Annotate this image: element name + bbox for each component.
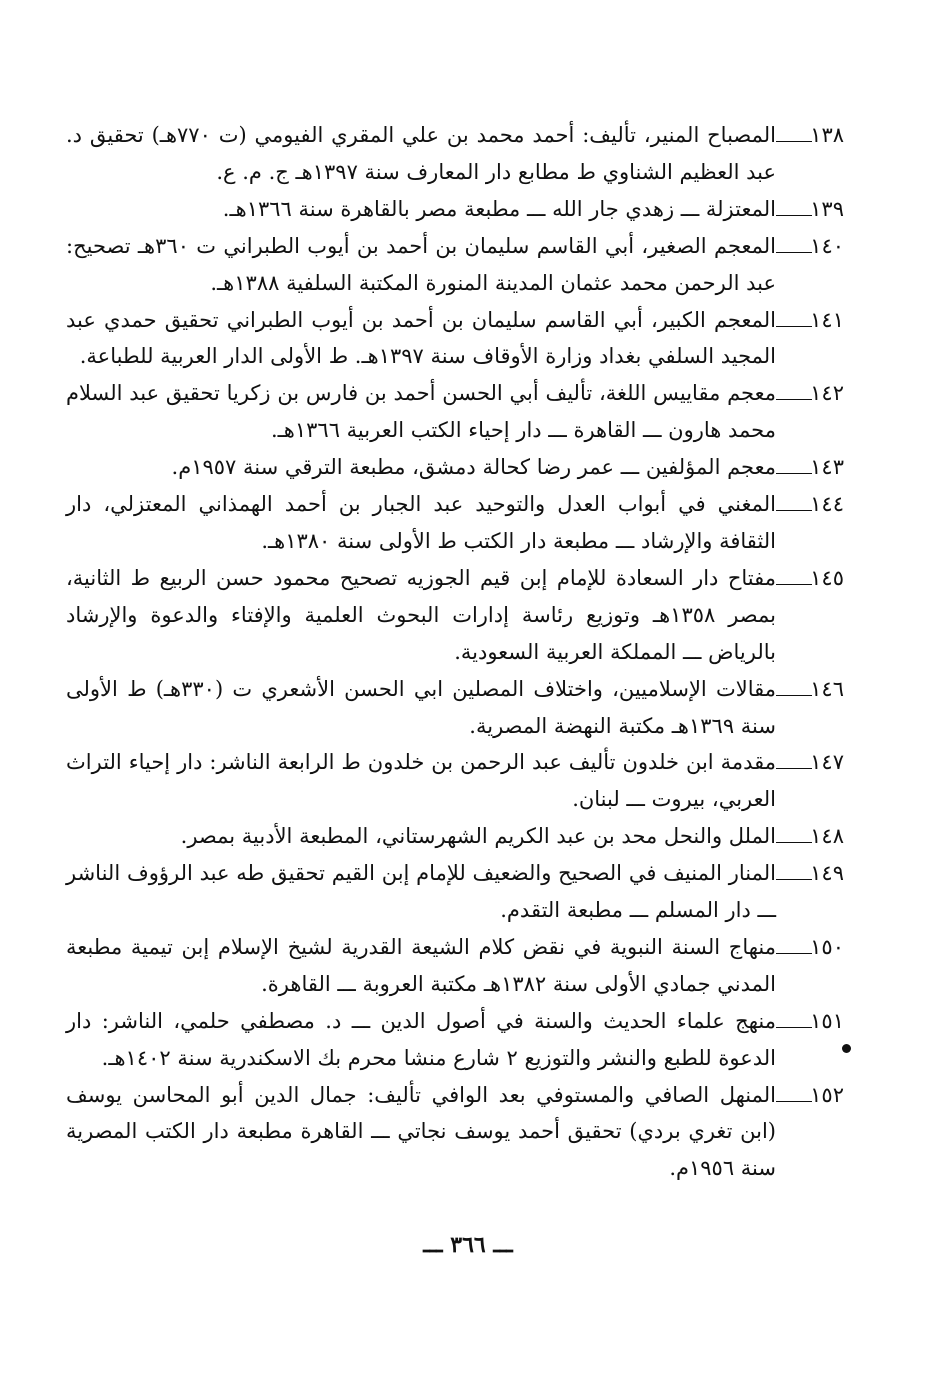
entry-dash <box>776 461 812 474</box>
entry-dash <box>776 314 812 327</box>
entry-dash <box>776 867 812 880</box>
bibliography-entry <box>66 302 844 376</box>
entry-number: ١٥٠ <box>810 934 844 959</box>
entry-text: المعجم الصغير، أبي القاسم سليمان بن أحمد بن أيوب الطبراني ت ٣٦٠هـ تصحيح: عبد الرحمن محمد عثمان المدينة المنورة المكتبة السلفية ١٣٨٨هـ. <box>66 233 777 295</box>
entry-dash <box>776 941 812 954</box>
entry-number: ١٤٤ <box>810 492 844 517</box>
bibliography-entry <box>66 117 844 191</box>
bibliography-entry <box>66 671 844 745</box>
entry-text: مفتاح دار السعادة للإمام إبن قيم الجوزيه تصحيح محمود حسن الربيع ط الثانية، بمصر ١٣٥٨هـ وتوزيع رئاسة إدارات البحوث العلمية والإفتاء والدعوة والإرشاد بالرياض ـــ المملكة العربية السعودية. <box>66 565 776 664</box>
entry-dash <box>776 203 812 216</box>
entry-dash <box>776 387 812 400</box>
entry-number: ١٤٨ <box>810 824 844 849</box>
entry-number: ١٤٣ <box>810 455 844 480</box>
entry-dash <box>776 572 812 585</box>
entry-number: ١٥٢ <box>810 1082 844 1107</box>
entry-text: المنار المنيف في الصحيح والضعيف للإمام إبن القيم تحقيق طه عبد الرؤوف الناشر ـــ دار المسلم ـــ مطبعة التقدم. <box>66 861 776 923</box>
bibliography-entry <box>66 486 844 560</box>
entry-dash <box>776 1089 812 1102</box>
entry-number: ١٤٠ <box>810 233 845 258</box>
bibliography-entry <box>66 449 844 486</box>
entry-number: ١٣٨ <box>810 123 845 147</box>
bibliography-entry <box>66 1077 844 1188</box>
entry-number: ١٤٩ <box>810 861 844 886</box>
entry-dash <box>776 129 812 142</box>
entry-dash <box>776 683 812 696</box>
bibliography-entry <box>66 560 844 671</box>
entry-text: المنهل الصافي والمستوفي بعد الوافي تأليف: جمال الدين أبو المحاسن يوسف (ابن تغري بردي) تحقيق أحمد يوسف نجاتي ـــ القاهرة مطبعة دار الكتب المصرية سنة ١٩٥٦م. <box>66 1082 776 1181</box>
entry-text: منهج علماء الحديث والسنة في أصول الدين ـــ د. مصطفي حلمي، الناشر: دار الدعوة للطبع والنشر والتوزيع ٢ شارع منشا محرم بك الاسكندرية سنة ١٤٠٢هـ. <box>66 1008 776 1070</box>
entry-dash <box>776 498 812 511</box>
entry-text: مقالات الإسلاميين، واختلاف المصلين ابي الحسن الأشعري ت (٣٣٠هـ) ط الأولى سنة ١٣٦٩هـ مكتبة النهضة المصرية. <box>66 676 776 738</box>
entry-text: المعجم الكبير، أبي القاسم سليمان بن أحمد بن أيوب الطبراني تحقيق حمدي عبد المجيد السلفي بغداد وزارة الأوقاف سنة ١٣٩٧هـ. ط الأولى الدار العربية للطباعة. <box>66 307 776 369</box>
bibliography-entry <box>66 1003 844 1077</box>
entry-text: المعتزلة ـــ زهدي جار الله ـــ مطبعة مصر بالقاهرة سنة ١٣٦٦هـ. <box>222 196 776 221</box>
entry-dash <box>776 1015 812 1028</box>
bibliography-entry <box>66 744 844 818</box>
entry-number: ١٣٩ <box>810 196 844 221</box>
entry-number: ١٤٧ <box>810 750 844 775</box>
entry-number: ١٤٥ <box>810 565 844 590</box>
margin-bullet-mark <box>842 1044 851 1053</box>
bibliography-entry <box>66 855 844 929</box>
entry-dash <box>776 756 812 769</box>
bibliography-entry <box>66 228 844 302</box>
bibliography-list <box>66 117 844 1187</box>
entry-number: ١٤٦ <box>810 676 844 701</box>
entry-number: ١٤١ <box>810 307 844 332</box>
entry-text: المصباح المنير، تأليف: أحمد محمد بن علي المقري الفيومي (ت ٧٧٠هـ) تحقيق د. عبد العظيم الشناوي ط مطابع دار المعارف سنة ١٣٩٧هـ ج. م. ع. <box>66 123 777 184</box>
entry-text: المغني في أبواب العدل والتوحيد عبد الجبار بن أحمد الهمذاني المعتزلي، دار الثقافة والإرشاد ـــ مطبعة دار الكتب ط الأولى سنة ١٣٨٠هـ. <box>66 492 776 553</box>
entry-text: منهاج السنة النبوية في نقض كلام الشيعة القدرية لشيخ الإسلام إبن تيمية مطبعة المدني جمادي الأولى سنة ١٣٨٢هـ مكتبة العروبة ـــ القاهرة. <box>66 934 776 996</box>
entry-number: ١٥١ <box>810 1008 844 1033</box>
entry-text: معجم مقاييس اللغة، تأليف أبي الحسن أحمد بن فارس بن زكريا تحقيق عبد السلام محمد هارون ـــ القاهرة ـــ دار إحياء الكتب العربية ١٣٦٦هـ. <box>66 381 776 443</box>
bibliography-entry <box>66 191 844 228</box>
entry-number: ١٤٢ <box>810 381 844 406</box>
entry-dash <box>776 240 812 253</box>
bibliography-entry <box>66 375 844 449</box>
entry-text: معجم المؤلفين ـــ عمر رضا كحالة دمشق، مطبعة الترقي سنة ١٩٥٧م. <box>171 455 776 480</box>
entry-text: الملل والنحل محد بن عبد الكريم الشهرستاني، المطبعة الأدبية بمصر. <box>180 824 776 849</box>
bibliography-entry <box>66 818 844 855</box>
page-number: ـــ ٣٦٦ ـــ <box>423 1232 513 1258</box>
entry-text: مقدمة ابن خلدون تأليف عبد الرحمن بن خلدون ط الرابعة الناشر: دار إحياء التراث العربي، بيروت ـــ لبنان. <box>66 750 776 812</box>
entry-dash <box>776 830 812 843</box>
bibliography-entry <box>66 929 844 1003</box>
